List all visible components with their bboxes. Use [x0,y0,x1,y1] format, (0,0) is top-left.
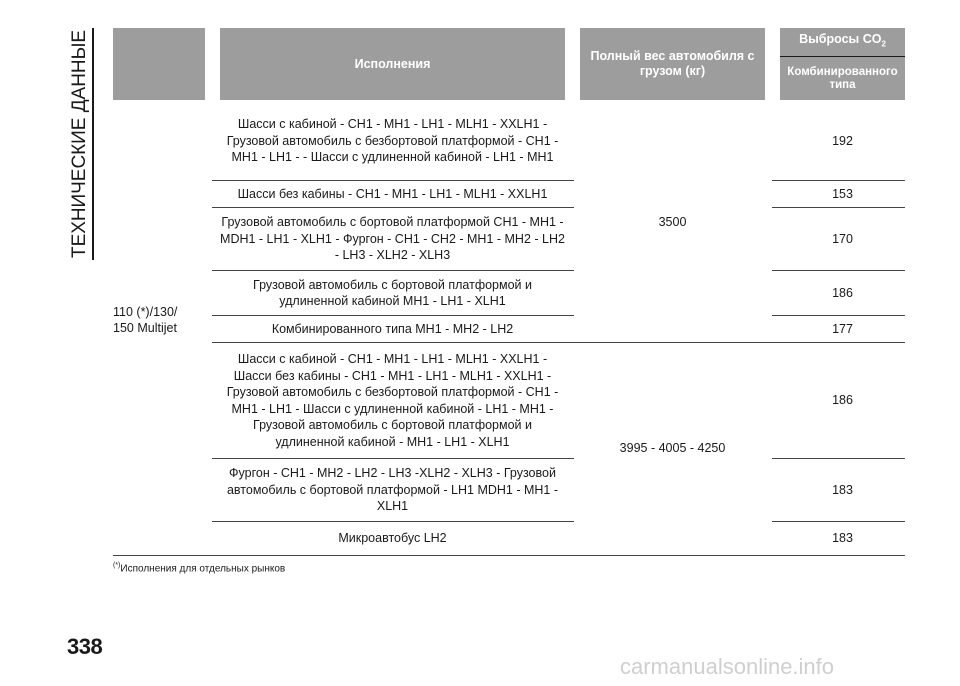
total-weight-group-2: 3995 - 4005 - 4250 [619,441,726,456]
table-row-co2: 186 [832,393,853,408]
table-bottom-rule [113,555,905,556]
engine-label [113,300,205,340]
page-number: 338 [67,634,103,659]
table-row-variant: Шасси с кабиной - CH1 - MH1 - LH1 - MLH1 - XXLH1 - Грузовой автомобиль с безбортовой платформой - CH1 - MH1 - LH1 - - Шасси с удлиненной кабиной - LH1 - MH1 [226,117,559,165]
table-row-co2: 170 [832,231,853,246]
table-row-variant: Комбинированного типа MH1 - MH2 - LH2 [271,321,514,336]
svg-text:ТЕХНИЧЕСКИЕ ДАННЫЕ: ТЕХНИЧЕСКИЕ ДАННЫЕ [69,29,90,258]
table-row-co2: 183 [832,482,853,497]
engine-line-2: 150 Multijet [113,321,177,335]
table-row-co2: 177 [832,321,853,336]
table-row-co2: 186 [832,285,853,300]
footnote [113,562,285,574]
engine-line-1: 110 (*)/130/ [113,304,178,319]
header-engine-cell [113,28,205,100]
table-row-co2: 153 [832,186,853,201]
watermark: carmanualsonline.info [620,654,835,679]
table-row-variant: Шасси без кабины - CH1 - MH1 - LH1 - MLH1 - XXLH1 [237,186,548,201]
footnote-mark: (*) [113,562,121,569]
section-title [57,28,117,260]
section-title-rule [92,28,94,260]
header-variants: Исполнения [220,28,565,100]
header-co2-label: Выбросы $CO_2$ [799,32,886,49]
header-total-weight [580,28,765,100]
table-row-variant: Шасси с кабиной - CH1 - MH1 - LH1 - MLH1 - XXLH1 - Шасси без кабины - CH1 - MH1 - LH1 - MLH1 - XXLH1 - Грузовой автомобиль с безбортовой платформой - CH1 - MH1 - LH1 - Шасси с удлиненной кабиной - LH1 - MH1 - Грузовой автомобиль с бортовой платформой и удлиненной кабиной - MH1 - LH1 - XLH1 [226,352,559,449]
header-co2-combined-label: Комбинированного типа [787,65,898,91]
header-total-weight-label: Полный вес автомобиля с грузом (кг) [590,49,755,78]
header-co2-combined [780,57,905,100]
table-row-variant: Грузовой автомобиль с бортовой платформой CH1 - MH1 - MDH1 - LH1 - XLH1 - Фургон - CH1 - CH2 - MH1 - MH2 - LH2 - LH3 - XLH2 - XLH3 [220,215,565,263]
table-row-co2: 192 [832,133,853,148]
table-row-variant: Грузовой автомобиль с бортовой платформой и удлиненной кабиной MH1 - LH1 - XLH1 [253,277,532,308]
footnote-text: Исполнения для отдельных рынков [120,563,286,575]
header-co2 [780,28,905,56]
table-row-co2: 183 [832,530,853,545]
total-weight-group-1: 3500 [658,214,687,229]
table-row-variant: Микроавтобус LH2 [338,530,447,545]
table-row-variant: Фургон - CH1 - MH2 - LH2 - LH3 -XLH2 - XLH3 - Грузовой автомобиль с бортовой платформой - LH1 MDH1 - MH1 -XLH1 [226,466,559,514]
